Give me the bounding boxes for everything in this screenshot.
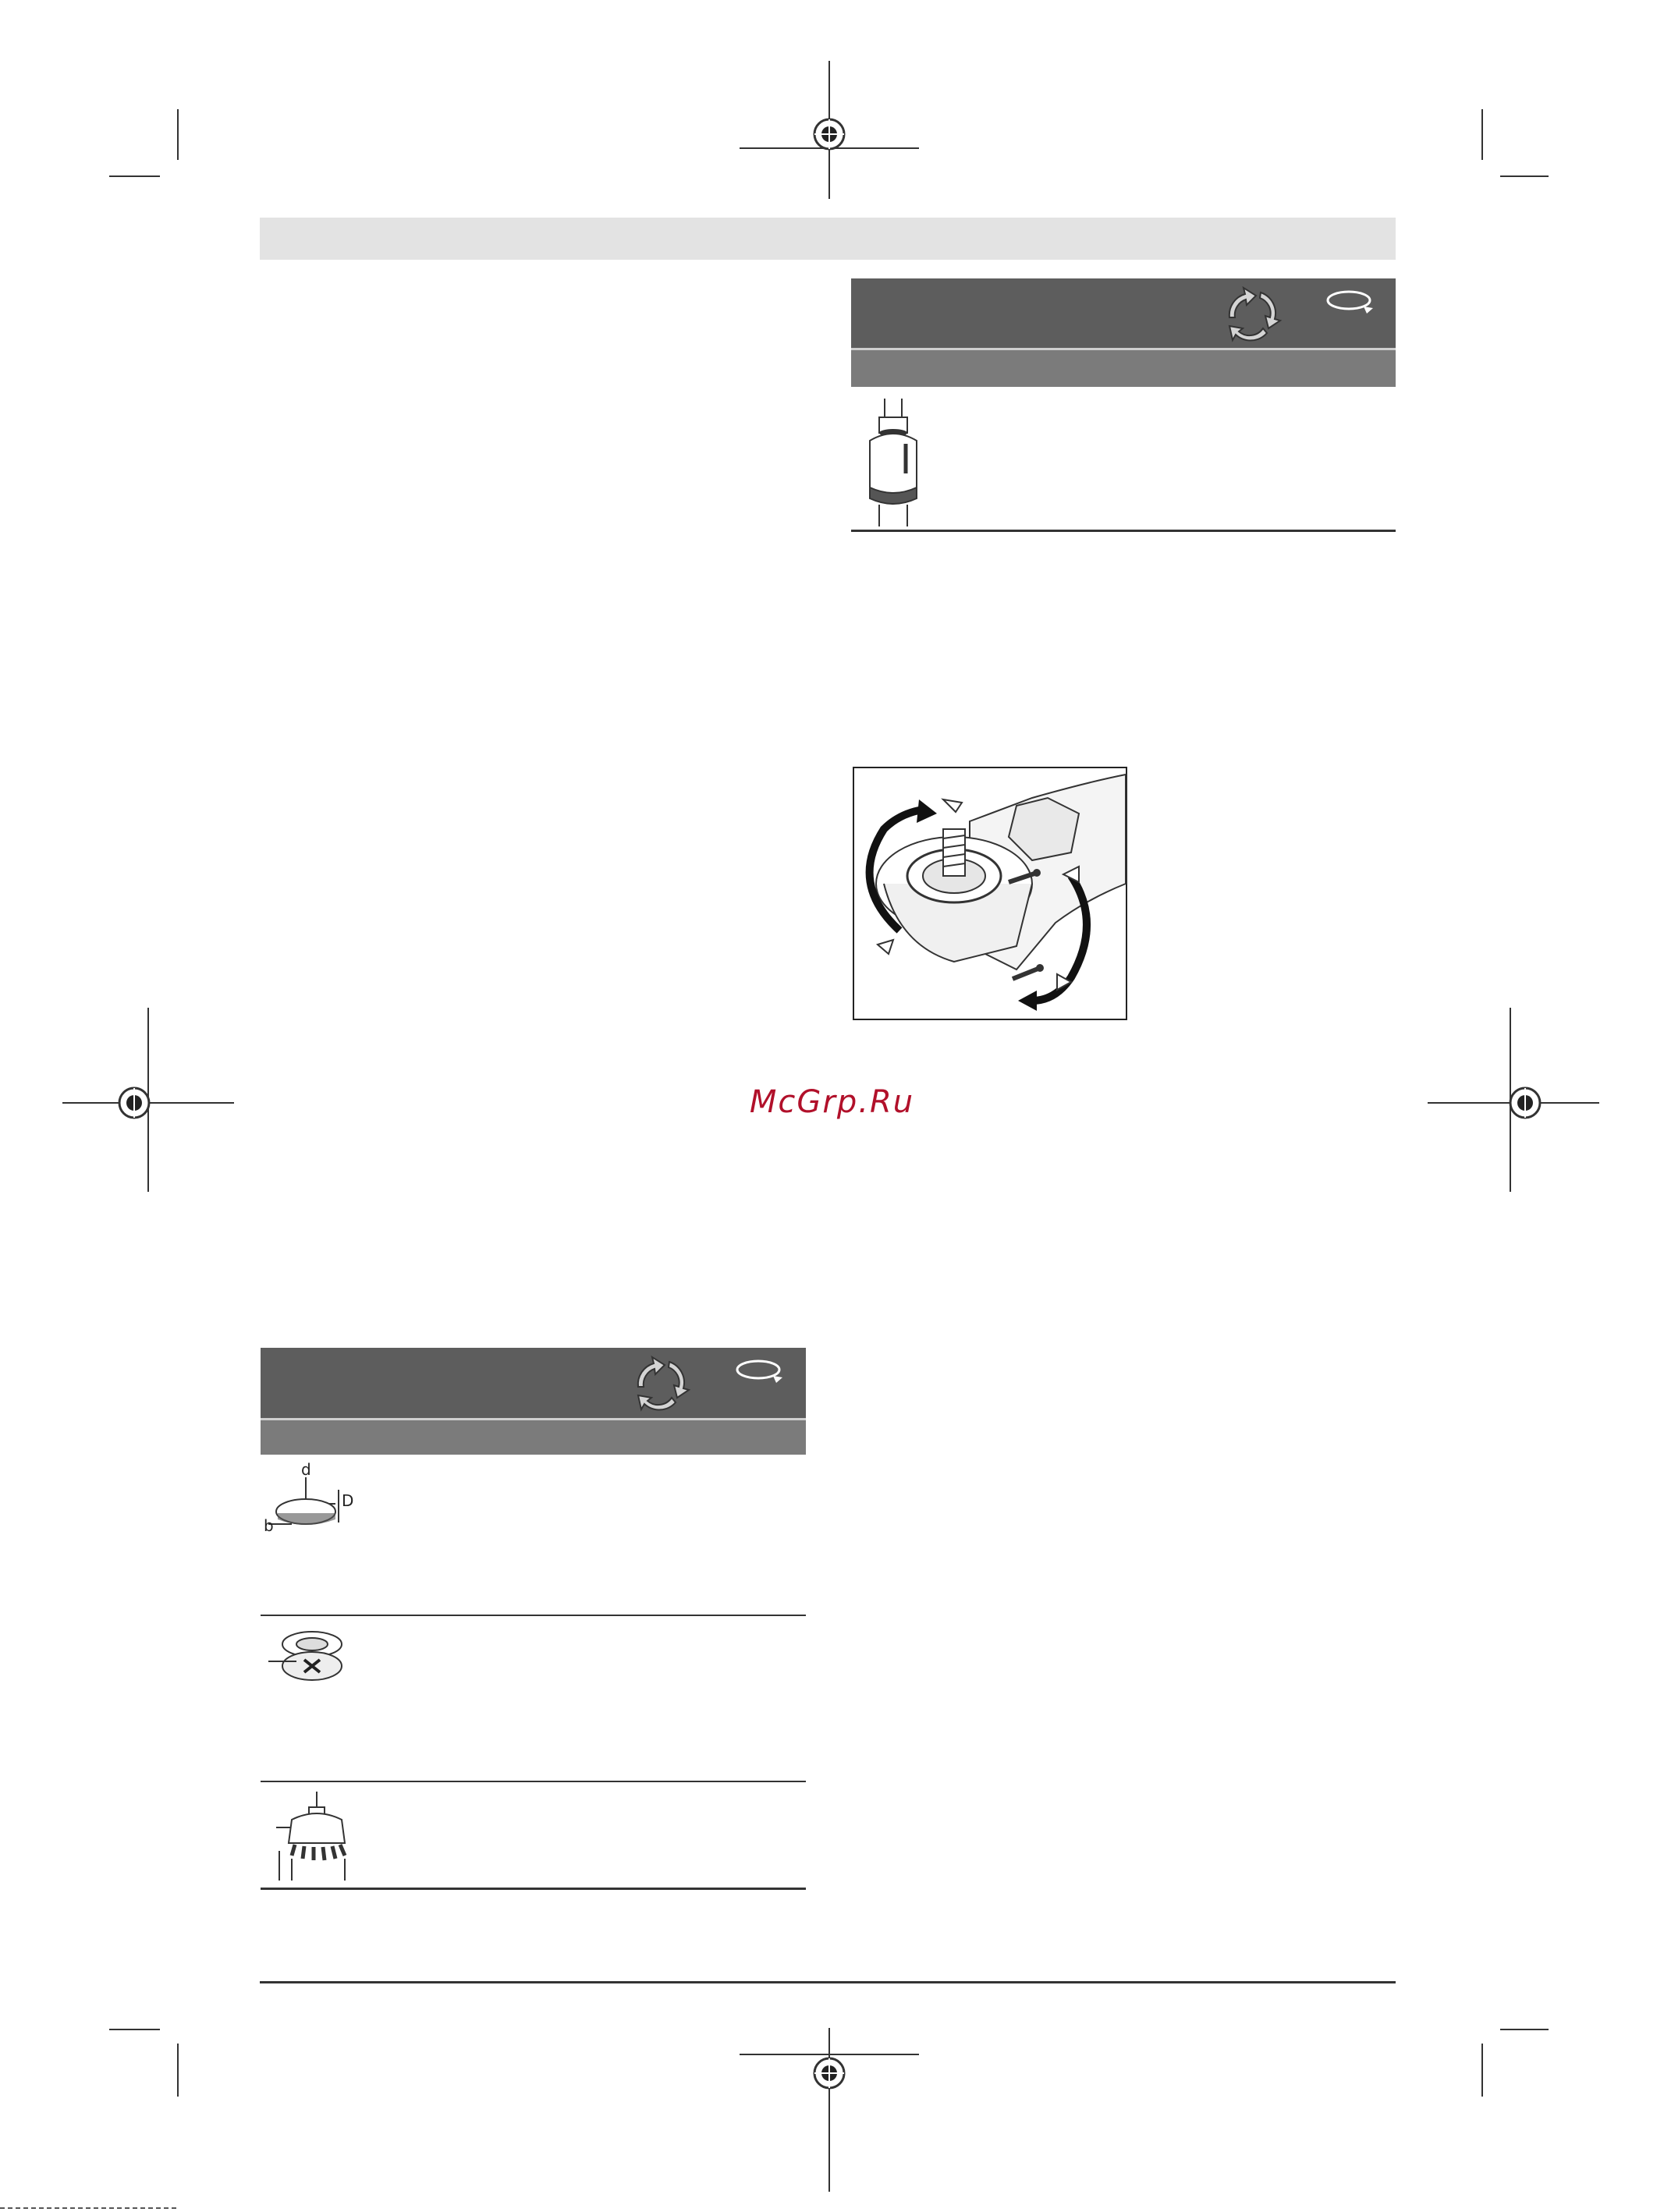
table-subheader: [261, 1420, 806, 1455]
rotation-arrows-icon: [627, 1352, 693, 1415]
watermark: McGrp.Ru: [749, 1084, 915, 1120]
table-bottom-rule: [261, 1888, 806, 1890]
table-header: [261, 1348, 806, 1418]
sanding-disc-icon: [261, 1621, 362, 1707]
table-bottom-left: [261, 1348, 806, 1894]
crop-marks-bottom: [0, 2005, 1664, 2212]
disc-figure: [261, 1459, 362, 1552]
cup-brush-icon: [261, 1788, 362, 1882]
rotation-direction-icon: [1323, 288, 1378, 314]
table-top-right: [851, 278, 1396, 532]
crop-marks-top: [0, 0, 1664, 203]
row-separator: [261, 1781, 806, 1782]
bottom-edge-ticks: [0, 2204, 187, 2212]
table-bottom-rule: [851, 530, 1396, 532]
disc-label-d: d: [301, 1460, 311, 1479]
table-header: [851, 278, 1396, 348]
row-separator: [261, 1615, 806, 1616]
disc-label-D: D: [342, 1491, 354, 1510]
rotation-arrows-icon: [1219, 283, 1284, 346]
grinder-figure: [853, 767, 1127, 1020]
rotation-direction-icon: [733, 1357, 787, 1384]
page-footer-rule: [260, 1981, 1396, 1983]
page-header-band: [260, 218, 1396, 260]
core-bit-figure: [859, 395, 929, 528]
disc-label-b: b: [264, 1516, 274, 1535]
table-subheader: [851, 350, 1396, 387]
